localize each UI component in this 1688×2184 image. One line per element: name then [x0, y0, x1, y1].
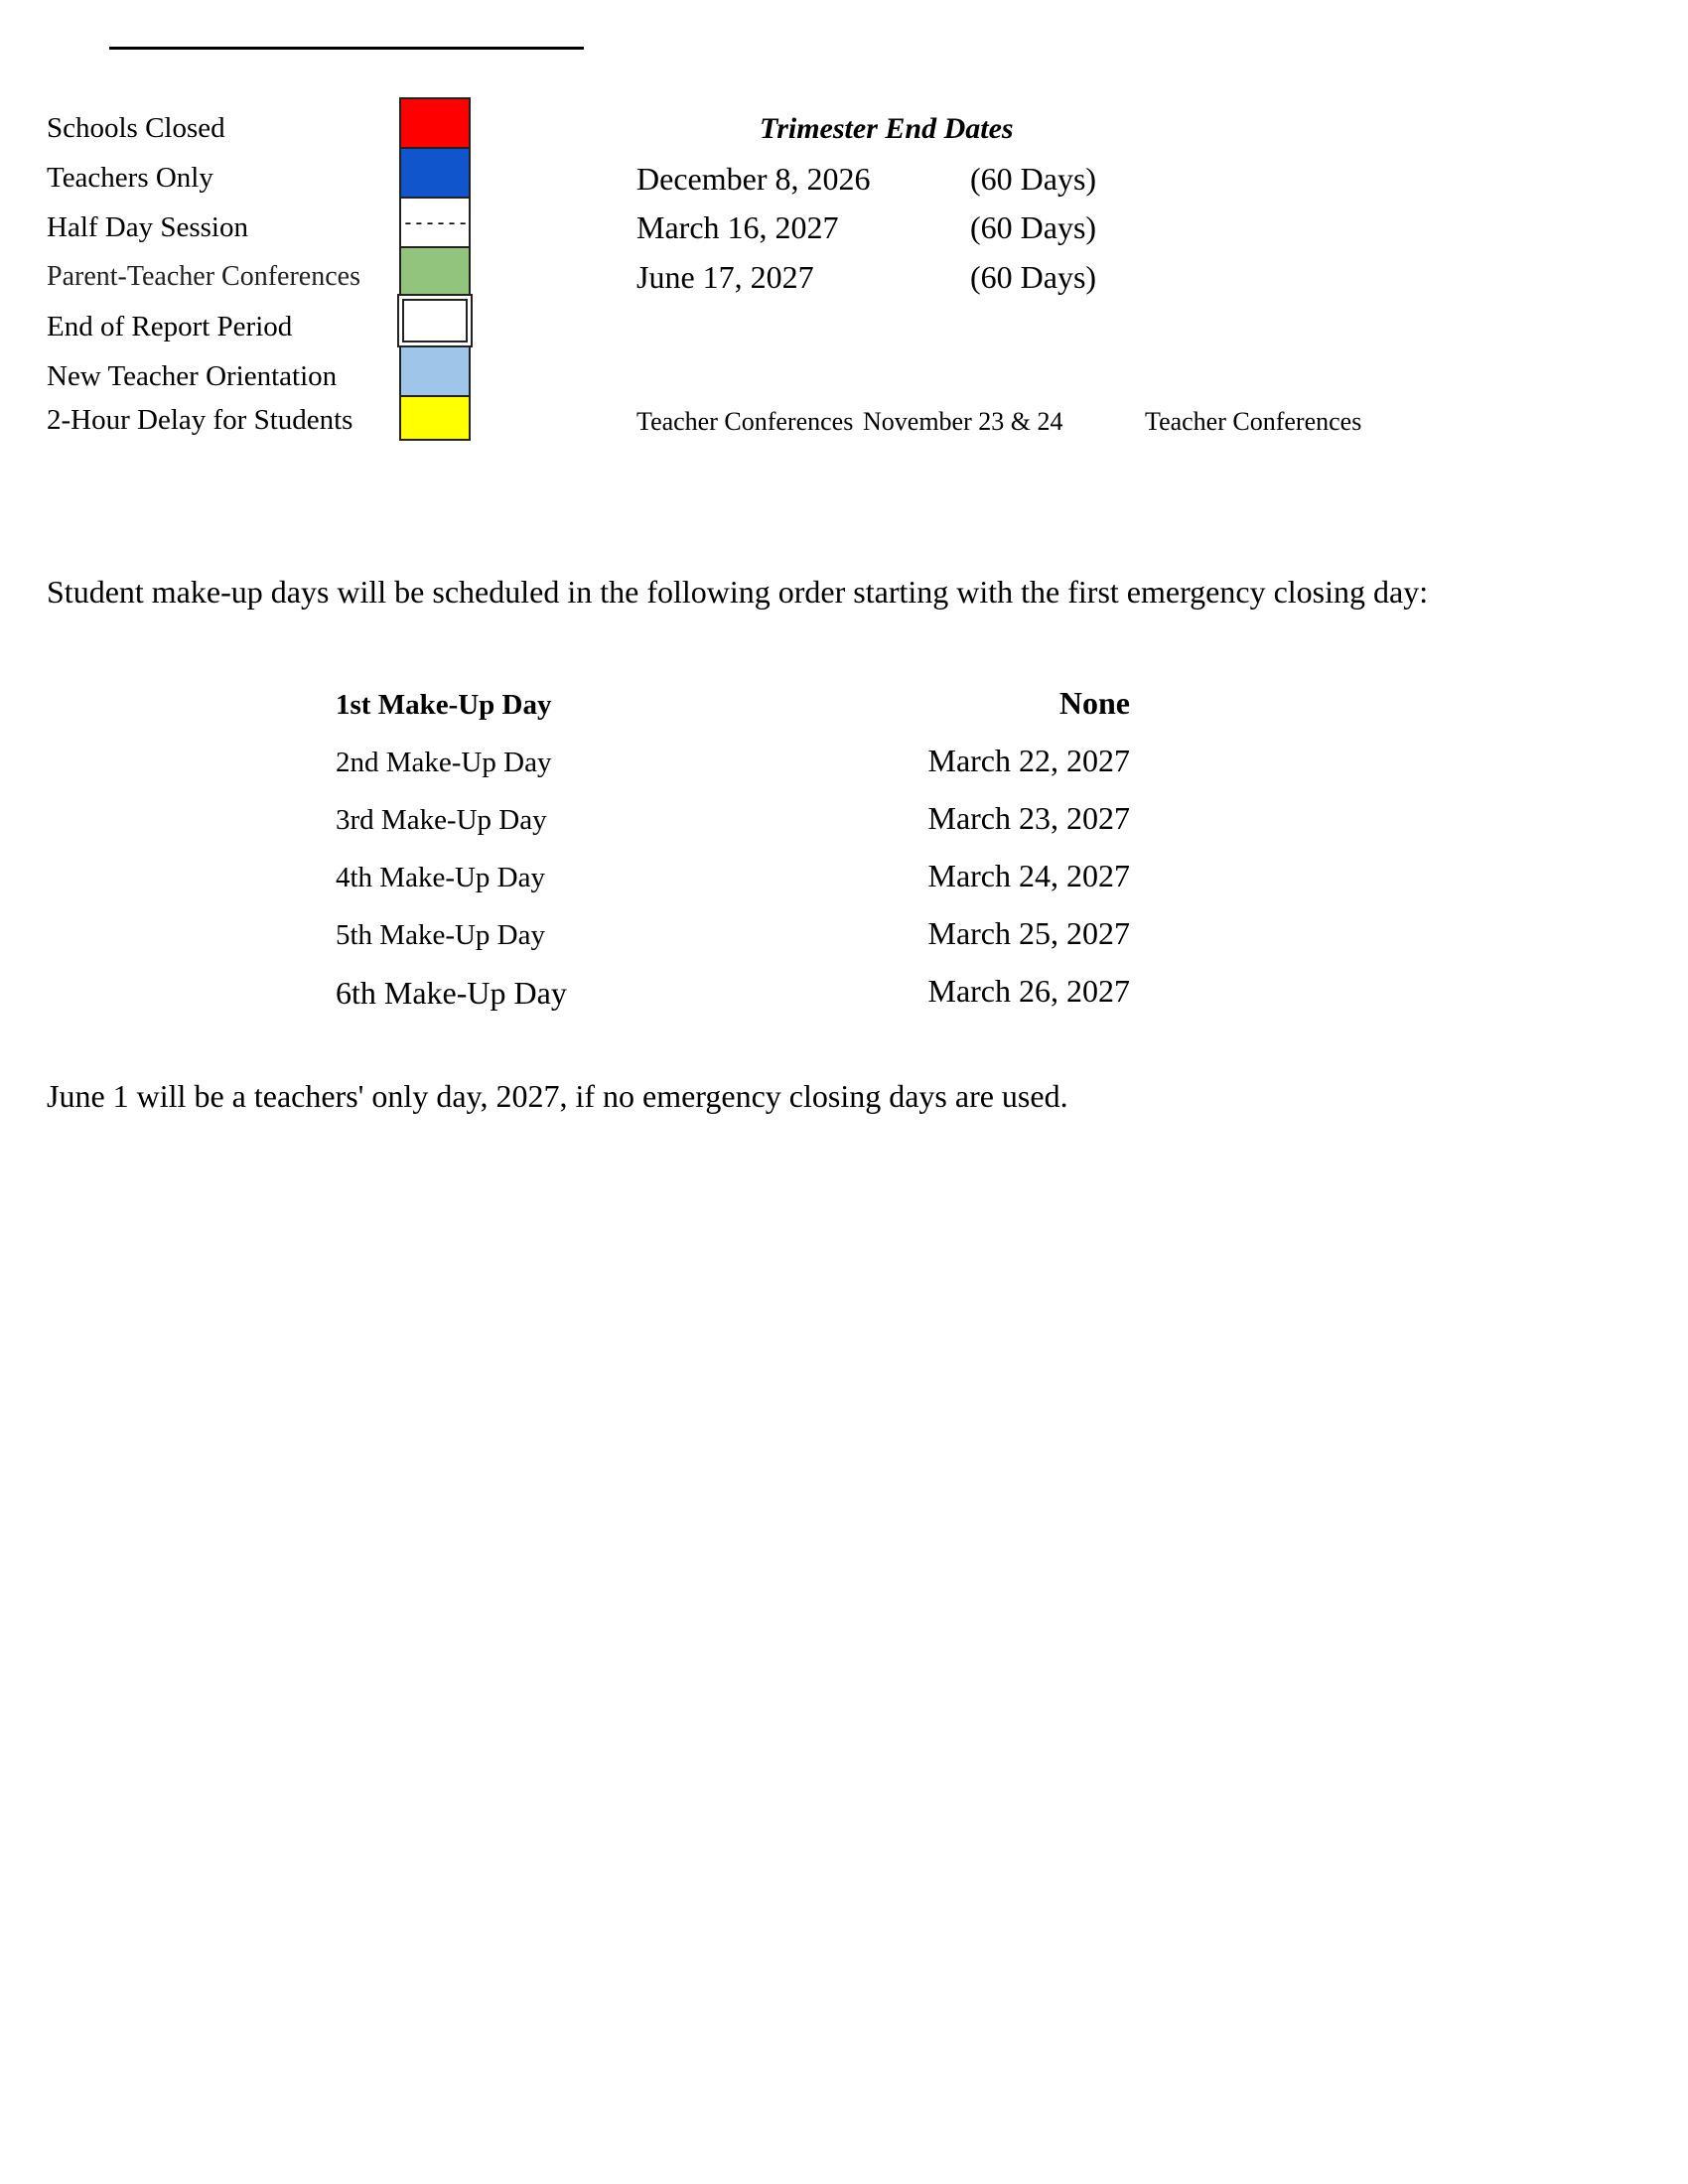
swatch-parent-teacher-conferences: [399, 246, 471, 296]
trimester-title: Trimester End Dates: [760, 112, 1014, 145]
swatch-half-day: [399, 197, 471, 248]
teacher-conferences-label-right: Teacher Conferences: [1145, 407, 1362, 436]
trimester-date-2: March 16, 2027: [636, 209, 839, 245]
makeup-value-2: March 22, 2027: [927, 743, 1130, 778]
makeup-value-5: March 25, 2027: [927, 915, 1130, 951]
trimester-date-1: December 8, 2026: [636, 161, 871, 197]
makeup-label-1: 1st Make-Up Day: [336, 689, 552, 721]
teacher-conferences-label: Teacher Conferences: [636, 407, 854, 436]
trimester-days-1: (60 Days): [970, 161, 1097, 197]
makeup-label-2: 2nd Make-Up Day: [336, 747, 552, 778]
legend-label-parent-teacher-conferences: Parent-Teacher Conferences: [47, 261, 360, 292]
legend-label-half-day: Half Day Session: [47, 211, 248, 243]
legend-label-schools-closed: Schools Closed: [47, 112, 225, 144]
makeup-label-5: 5th Make-Up Day: [336, 919, 546, 951]
makeup-label-4: 4th Make-Up Day: [336, 862, 546, 893]
legend-label-new-teacher-orientation: New Teacher Orientation: [47, 360, 338, 392]
swatch-teachers-only: [399, 147, 471, 199]
makeup-value-6: March 26, 2027: [927, 973, 1130, 1009]
makeup-value-3: March 23, 2027: [927, 800, 1130, 836]
swatch-two-hour-delay: [399, 395, 471, 441]
top-rule-divider: [109, 47, 584, 50]
makeup-label-6: 6th Make-Up Day: [336, 975, 567, 1011]
trimester-days-2: (60 Days): [970, 209, 1097, 245]
double-border-inner: [402, 299, 468, 342]
dashed-line-symbol: ------: [401, 210, 469, 234]
trimester-date-3: June 17, 2027: [636, 259, 814, 295]
makeup-value-4: March 24, 2027: [927, 858, 1130, 893]
makeup-label-3: 3rd Make-Up Day: [336, 804, 547, 836]
swatch-schools-closed: [399, 97, 471, 149]
swatch-new-teacher-orientation: [399, 345, 471, 397]
footer-note: June 1 will be a teachers' only day, 2027, if no emergency closing days are used.: [47, 1078, 1068, 1114]
makeup-value-1: None: [1058, 685, 1130, 721]
legend-label-teachers-only: Teachers Only: [47, 162, 213, 194]
legend-label-end-of-report-period: End of Report Period: [47, 311, 293, 342]
trimester-days-3: (60 Days): [970, 259, 1097, 295]
teacher-conferences-dates: November 23 & 24: [863, 407, 1063, 436]
swatch-end-of-report-period: [397, 294, 473, 347]
makeup-intro-text: Student make-up days will be scheduled in the following order starting with the first emergency closing day:: [47, 574, 1429, 610]
legend-label-two-hour-delay: 2-Hour Delay for Students: [47, 404, 353, 436]
